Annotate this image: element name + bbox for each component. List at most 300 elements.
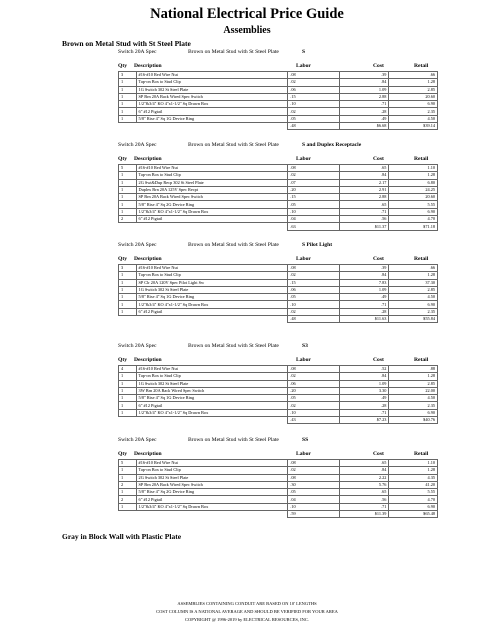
cell-labor: .05 bbox=[288, 489, 340, 496]
header-retail: Retail bbox=[414, 357, 429, 363]
table-row bbox=[119, 179, 438, 186]
cell-description: 1G Switch 302 St Steel Plate bbox=[136, 286, 288, 293]
assembly-variant: S Pilot Light bbox=[302, 242, 333, 248]
cell-retail: 1.28 bbox=[389, 172, 438, 179]
cell-description: 1G Switch 302 St Steel Plate bbox=[136, 380, 288, 387]
cell-cost: .39 bbox=[339, 265, 389, 272]
cell-labor: .06 bbox=[288, 380, 340, 387]
total-labor: .43 bbox=[288, 417, 340, 424]
totals-row bbox=[119, 123, 438, 130]
cell-qty: 3 bbox=[119, 265, 137, 272]
header-retail: Retail bbox=[414, 451, 429, 457]
assembly-spec-line bbox=[118, 140, 438, 151]
footer-line: ASSEMBLIES CONTAINING CONDUIT ARE BASED ON 10' LENGTHS bbox=[177, 601, 317, 606]
cell-labor: .20 bbox=[288, 387, 340, 394]
cell-description: Tap-on Box to Stud Clip bbox=[136, 272, 288, 279]
cell-description: 5/8" Rise 4" Sq 1G Device Ring bbox=[136, 294, 288, 301]
page-subtitle: Assemblies bbox=[223, 25, 271, 36]
cell-qty: 1 bbox=[119, 373, 137, 380]
total-cost: $11.37 bbox=[339, 223, 389, 230]
header-cost: Cost bbox=[373, 357, 384, 363]
cell-cost: .71 bbox=[339, 208, 389, 215]
table-row bbox=[119, 108, 438, 115]
cell-cost: .84 bbox=[339, 272, 389, 279]
cell-qty: 1 bbox=[119, 172, 137, 179]
cell-description: Tap-on Box to Stud Clip bbox=[136, 467, 288, 474]
assembly-spec: Switch 20A Spec bbox=[118, 242, 157, 248]
header-description: Description bbox=[134, 63, 162, 69]
cell-description: 6" #12 Pigtail bbox=[136, 402, 288, 409]
header-cost: Cost bbox=[373, 156, 384, 162]
cell-labor: .15 bbox=[288, 194, 340, 201]
cell-cost: .28 bbox=[339, 108, 389, 115]
cell-cost: .52 bbox=[339, 366, 389, 373]
items-table bbox=[118, 365, 438, 424]
totals-row bbox=[119, 316, 438, 323]
cell-cost: .65 bbox=[339, 489, 389, 496]
cell-cost: .39 bbox=[339, 72, 389, 79]
cell-cost: .65 bbox=[339, 460, 389, 467]
cell-labor: .10 bbox=[288, 503, 340, 510]
cell-description: 1/2"&3/4" KO 4"x1-1/2" Sq Drawn Box bbox=[136, 101, 288, 108]
cell-cost: 1.09 bbox=[339, 380, 389, 387]
cell-cost: .65 bbox=[339, 201, 389, 208]
assembly-variant: SS bbox=[302, 437, 309, 443]
table-row bbox=[119, 387, 438, 394]
cell-description: SP Clr 20A 120V Spec Pilot Light Sw bbox=[136, 279, 288, 286]
header-labor: Labor bbox=[296, 156, 311, 162]
table-header bbox=[118, 450, 438, 459]
cell-cost: 2.17 bbox=[339, 179, 389, 186]
cell-retail: 2.35 bbox=[389, 108, 438, 115]
cell-retail: 6.90 bbox=[389, 409, 438, 416]
cell-description: 5/8" Rise 4" Sq 1G Device Ring bbox=[136, 115, 288, 122]
cell-qty: 3 bbox=[119, 72, 137, 79]
cell-retail: 41.20 bbox=[389, 481, 438, 488]
cell-empty bbox=[119, 417, 137, 424]
cell-retail: 22.00 bbox=[389, 387, 438, 394]
assembly-description: Brown on Metal Stud with St Steel Plate bbox=[188, 142, 279, 148]
table-row bbox=[119, 272, 438, 279]
cell-cost: 2.22 bbox=[339, 474, 389, 481]
header-retail: Retail bbox=[414, 156, 429, 162]
cell-labor: .02 bbox=[288, 272, 340, 279]
cell-cost: .49 bbox=[339, 115, 389, 122]
cell-labor: .15 bbox=[288, 279, 340, 286]
cell-description: 3W Brn 20A Back Wired Spec Switch bbox=[136, 387, 288, 394]
totals-row bbox=[119, 417, 438, 424]
table-row bbox=[119, 373, 438, 380]
cell-empty bbox=[119, 223, 137, 230]
assembly-description: Brown on Metal Stud with St Steel Plate bbox=[188, 242, 279, 248]
cell-labor: .02 bbox=[288, 172, 340, 179]
assembly-spec-line bbox=[118, 47, 438, 58]
cell-description: SP Brn 20A Back Wired Spec Switch bbox=[136, 481, 288, 488]
header-qty: Qty bbox=[118, 451, 128, 457]
cell-qty: 1 bbox=[119, 286, 137, 293]
cell-qty: 1 bbox=[119, 294, 137, 301]
cell-cost: .71 bbox=[339, 301, 389, 308]
table-row bbox=[119, 395, 438, 402]
footer-line: COPYRIGHT @ 1996-2019 by ELECTRICAL RESOURCES, INC. bbox=[185, 617, 309, 622]
table-row bbox=[119, 279, 438, 286]
cell-labor: .02 bbox=[288, 308, 340, 315]
cell-cost: .84 bbox=[339, 172, 389, 179]
cell-retail: 20.60 bbox=[389, 93, 438, 100]
cell-description: 6" #12 Pigtail bbox=[136, 496, 288, 503]
cell-labor: .06 bbox=[288, 86, 340, 93]
header-labor: Labor bbox=[296, 63, 311, 69]
totals-row bbox=[119, 223, 438, 230]
cell-qty: 2 bbox=[119, 216, 137, 223]
total-retail: $39.14 bbox=[389, 123, 438, 130]
cell-retail: 6.90 bbox=[389, 503, 438, 510]
cell-retail: 6.80 bbox=[389, 179, 438, 186]
cell-labor: .04 bbox=[288, 496, 340, 503]
assembly-block bbox=[118, 47, 438, 130]
assembly-spec-line bbox=[118, 341, 438, 352]
cell-cost: .56 bbox=[339, 216, 389, 223]
cell-description: 2G Swt&Dup Recp 302 St Steel Plate bbox=[136, 179, 288, 186]
assembly-spec: Switch 20A Spec bbox=[118, 343, 157, 349]
cell-retail: 1.10 bbox=[389, 165, 438, 172]
cell-qty: 1 bbox=[119, 79, 137, 86]
cell-labor: .05 bbox=[288, 395, 340, 402]
cell-labor: .08 bbox=[288, 265, 340, 272]
cell-empty bbox=[136, 511, 288, 518]
header-cost: Cost bbox=[373, 256, 384, 262]
assembly-spec: Switch 20A Spec bbox=[118, 142, 157, 148]
table-row bbox=[119, 308, 438, 315]
cell-qty: 1 bbox=[119, 395, 137, 402]
assembly-description: Brown on Metal Stud with St Steel Plate bbox=[188, 437, 279, 443]
cell-description: #16-#10 Red Wire Nut bbox=[136, 460, 288, 467]
cell-qty: 4 bbox=[119, 366, 137, 373]
cell-empty bbox=[136, 316, 288, 323]
assembly-spec: Switch 20A Spec bbox=[118, 437, 157, 443]
cell-cost: 3.30 bbox=[339, 387, 389, 394]
cell-retail: 1.28 bbox=[389, 373, 438, 380]
cell-cost: .49 bbox=[339, 395, 389, 402]
cell-qty: 1 bbox=[119, 201, 137, 208]
table-row bbox=[119, 101, 438, 108]
table-row bbox=[119, 286, 438, 293]
cell-description: #16-#10 Red Wire Nut bbox=[136, 165, 288, 172]
cell-qty: 1 bbox=[119, 86, 137, 93]
assembly-variant: S bbox=[302, 49, 306, 55]
header-description: Description bbox=[134, 357, 162, 363]
cell-qty: 1 bbox=[119, 279, 137, 286]
cell-qty: 1 bbox=[119, 503, 137, 510]
cell-retail: 2.85 bbox=[389, 86, 438, 93]
cell-retail: 4.70 bbox=[389, 496, 438, 503]
cell-cost: 1.09 bbox=[339, 286, 389, 293]
table-row bbox=[119, 467, 438, 474]
cell-cost: .84 bbox=[339, 79, 389, 86]
totals-row bbox=[119, 511, 438, 518]
cell-retail: 5.55 bbox=[389, 201, 438, 208]
header-qty: Qty bbox=[118, 256, 128, 262]
cell-retail: 1.10 bbox=[389, 460, 438, 467]
table-row bbox=[119, 194, 438, 201]
cell-cost: .28 bbox=[339, 402, 389, 409]
cell-labor: .05 bbox=[288, 201, 340, 208]
cell-cost: .84 bbox=[339, 373, 389, 380]
cell-qty: 1 bbox=[119, 308, 137, 315]
header-qty: Qty bbox=[118, 156, 128, 162]
table-row bbox=[119, 86, 438, 93]
cell-retail: 1.28 bbox=[389, 467, 438, 474]
cell-empty bbox=[119, 511, 137, 518]
cell-empty bbox=[136, 417, 288, 424]
cell-labor: .02 bbox=[288, 79, 340, 86]
assembly-block bbox=[118, 435, 438, 518]
section-title: Brown on Metal Stud with St Steel Plate bbox=[62, 39, 191, 48]
header-description: Description bbox=[134, 156, 162, 162]
cell-cost: .49 bbox=[339, 294, 389, 301]
table-row bbox=[119, 301, 438, 308]
table-header bbox=[118, 155, 438, 164]
cell-qty: 2 bbox=[119, 496, 137, 503]
cell-cost: 1.09 bbox=[339, 86, 389, 93]
cell-empty bbox=[119, 123, 137, 130]
cell-empty bbox=[136, 223, 288, 230]
table-row bbox=[119, 93, 438, 100]
total-labor: .63 bbox=[288, 223, 340, 230]
assembly-description: Brown on Metal Stud with St Steel Plate bbox=[188, 343, 279, 349]
cell-retail: 2.85 bbox=[389, 286, 438, 293]
cell-description: SP Brn 20A Back Wired Spec Switch bbox=[136, 93, 288, 100]
cell-description: 5/8" Rise 4" Sq 1G Device Ring bbox=[136, 395, 288, 402]
table-row bbox=[119, 265, 438, 272]
cell-retail: 2.85 bbox=[389, 380, 438, 387]
table-row bbox=[119, 460, 438, 467]
table-row bbox=[119, 72, 438, 79]
header-retail: Retail bbox=[414, 256, 429, 262]
cell-retail: 4.50 bbox=[389, 395, 438, 402]
cell-labor: .02 bbox=[288, 402, 340, 409]
table-row bbox=[119, 496, 438, 503]
cell-qty: 1 bbox=[119, 409, 137, 416]
assembly-variant: S and Duplex Receptacle bbox=[302, 142, 362, 148]
cell-cost: .71 bbox=[339, 101, 389, 108]
cell-qty: 1 bbox=[119, 108, 137, 115]
cell-retail: 20.60 bbox=[389, 194, 438, 201]
cell-qty: 1 bbox=[119, 380, 137, 387]
cell-cost: .28 bbox=[339, 308, 389, 315]
assembly-spec-line bbox=[118, 240, 438, 251]
cell-retail: .66 bbox=[389, 72, 438, 79]
cell-qty: 1 bbox=[119, 474, 137, 481]
table-row bbox=[119, 172, 438, 179]
cell-retail: 6.90 bbox=[389, 301, 438, 308]
table-row bbox=[119, 489, 438, 496]
cell-empty bbox=[119, 316, 137, 323]
total-labor: .48 bbox=[288, 316, 340, 323]
cell-description: 1/2"&3/4" KO 4"x1-1/2" Sq Drawn Box bbox=[136, 208, 288, 215]
cell-qty: 5 bbox=[119, 460, 137, 467]
cell-retail: 2.35 bbox=[389, 402, 438, 409]
cell-qty: 1 bbox=[119, 186, 137, 193]
table-row bbox=[119, 79, 438, 86]
page-title: National Electrical Price Guide bbox=[150, 6, 344, 22]
cell-description: 6" #12 Pigtail bbox=[136, 216, 288, 223]
cell-empty bbox=[136, 123, 288, 130]
table-row bbox=[119, 208, 438, 215]
total-cost: $11.63 bbox=[339, 316, 389, 323]
cell-retail: 24.25 bbox=[389, 186, 438, 193]
cell-qty: 1 bbox=[119, 272, 137, 279]
cell-qty: 1 bbox=[119, 467, 137, 474]
header-cost: Cost bbox=[373, 63, 384, 69]
items-table bbox=[118, 71, 438, 130]
cell-qty: 1 bbox=[119, 301, 137, 308]
cell-qty: 1 bbox=[119, 194, 137, 201]
cell-description: Tap-on Box to Stud Clip bbox=[136, 373, 288, 380]
cell-cost: .65 bbox=[339, 165, 389, 172]
items-table bbox=[118, 264, 438, 323]
cell-qty: 1 bbox=[119, 387, 137, 394]
items-table bbox=[118, 459, 438, 518]
assembly-spec-line bbox=[118, 435, 438, 446]
total-labor: .48 bbox=[288, 123, 340, 130]
table-row bbox=[119, 366, 438, 373]
cell-retail: 5.55 bbox=[389, 489, 438, 496]
cell-labor: .30 bbox=[288, 481, 340, 488]
cell-labor: .06 bbox=[288, 286, 340, 293]
table-row bbox=[119, 165, 438, 172]
assembly-variant: S3 bbox=[302, 343, 308, 349]
cell-description: #16-#10 Red Wire Nut bbox=[136, 366, 288, 373]
assembly-block bbox=[118, 140, 438, 231]
cell-description: 2G Switch 302 St Steel Plate bbox=[136, 474, 288, 481]
cell-description: 1/2"&3/4" KO 4"x1-1/2" Sq Drawn Box bbox=[136, 301, 288, 308]
table-row bbox=[119, 481, 438, 488]
table-row bbox=[119, 186, 438, 193]
cell-labor: .07 bbox=[288, 179, 340, 186]
table-row bbox=[119, 115, 438, 122]
header-labor: Labor bbox=[296, 451, 311, 457]
cell-labor: .05 bbox=[288, 115, 340, 122]
header-qty: Qty bbox=[118, 63, 128, 69]
cell-labor: .20 bbox=[288, 186, 340, 193]
cell-qty: 2 bbox=[119, 481, 137, 488]
cell-retail: 1.28 bbox=[389, 272, 438, 279]
table-row bbox=[119, 216, 438, 223]
total-cost: $11.39 bbox=[339, 511, 389, 518]
cell-labor: .08 bbox=[288, 165, 340, 172]
cell-qty: 1 bbox=[119, 208, 137, 215]
cell-retail: 6.90 bbox=[389, 101, 438, 108]
table-row bbox=[119, 474, 438, 481]
table-header bbox=[118, 62, 438, 71]
total-labor: .59 bbox=[288, 511, 340, 518]
total-retail: $65.48 bbox=[389, 511, 438, 518]
cell-cost: .84 bbox=[339, 467, 389, 474]
cell-labor: .08 bbox=[288, 72, 340, 79]
table-row bbox=[119, 402, 438, 409]
cell-retail: 37.30 bbox=[389, 279, 438, 286]
cell-description: #16-#10 Red Wire Nut bbox=[136, 265, 288, 272]
cell-description: 1G Switch 302 St Steel Plate bbox=[136, 86, 288, 93]
cell-qty: 1 bbox=[119, 93, 137, 100]
cell-description: 1/2"&3/4" KO 4"x1-1/2" Sq Drawn Box bbox=[136, 409, 288, 416]
cell-retail: .66 bbox=[389, 265, 438, 272]
cell-retail: 1.28 bbox=[389, 79, 438, 86]
cell-cost: 2.88 bbox=[339, 93, 389, 100]
cell-qty: 5 bbox=[119, 165, 137, 172]
header-cost: Cost bbox=[373, 451, 384, 457]
cell-description: #16-#10 Red Wire Nut bbox=[136, 72, 288, 79]
total-retail: $40.76 bbox=[389, 417, 438, 424]
cell-cost: 2.88 bbox=[339, 194, 389, 201]
cell-retail: 4.50 bbox=[389, 294, 438, 301]
cell-labor: .02 bbox=[288, 373, 340, 380]
total-retail: $71.18 bbox=[389, 223, 438, 230]
cell-cost: .56 bbox=[339, 496, 389, 503]
cell-cost: .71 bbox=[339, 409, 389, 416]
total-retail: $55.84 bbox=[389, 316, 438, 323]
assembly-block bbox=[118, 341, 438, 424]
cell-qty: 1 bbox=[119, 101, 137, 108]
header-description: Description bbox=[134, 256, 162, 262]
table-header bbox=[118, 356, 438, 365]
cell-cost: 7.83 bbox=[339, 279, 389, 286]
cell-description: Tap-on Box to Stud Clip bbox=[136, 79, 288, 86]
table-row bbox=[119, 503, 438, 510]
cell-labor: .10 bbox=[288, 301, 340, 308]
cell-description: 5/8" Rise 4" Sq 2G Device Ring bbox=[136, 489, 288, 496]
table-row bbox=[119, 409, 438, 416]
cell-description: 1/2"&3/4" KO 4"x1-1/2" Sq Drawn Box bbox=[136, 503, 288, 510]
cell-labor: .04 bbox=[288, 216, 340, 223]
cell-labor: .15 bbox=[288, 93, 340, 100]
cell-qty: 1 bbox=[119, 489, 137, 496]
cell-description: Tap-on Box to Stud Clip bbox=[136, 172, 288, 179]
assembly-block bbox=[118, 240, 438, 323]
cell-description: 6" #12 Pigtail bbox=[136, 308, 288, 315]
cell-description: SP Brn 20A Back Wired Spec Switch bbox=[136, 194, 288, 201]
cell-retail: 4.35 bbox=[389, 474, 438, 481]
cell-retail: 4.50 bbox=[389, 115, 438, 122]
header-description: Description bbox=[134, 451, 162, 457]
cell-labor: .08 bbox=[288, 366, 340, 373]
cell-description: 5/8" Rise 4" Sq 2G Device Ring bbox=[136, 201, 288, 208]
total-cost: $7.23 bbox=[339, 417, 389, 424]
cell-qty: 1 bbox=[119, 402, 137, 409]
cell-cost: 2.91 bbox=[339, 186, 389, 193]
total-cost: $6.68 bbox=[339, 123, 389, 130]
header-labor: Labor bbox=[296, 256, 311, 262]
table-header bbox=[118, 255, 438, 264]
items-table bbox=[118, 164, 438, 231]
cell-cost: .71 bbox=[339, 503, 389, 510]
cell-labor: .02 bbox=[288, 108, 340, 115]
cell-cost: 5.76 bbox=[339, 481, 389, 488]
cell-labor: .08 bbox=[288, 474, 340, 481]
table-row bbox=[119, 294, 438, 301]
cell-description: Duplex Brn 20A 125V Spec Recpt bbox=[136, 186, 288, 193]
header-labor: Labor bbox=[296, 357, 311, 363]
cell-labor: .10 bbox=[288, 208, 340, 215]
cell-labor: .05 bbox=[288, 294, 340, 301]
cell-labor: .10 bbox=[288, 101, 340, 108]
assembly-description: Brown on Metal Stud with St Steel Plate bbox=[188, 49, 279, 55]
cell-labor: .02 bbox=[288, 467, 340, 474]
cell-labor: .10 bbox=[288, 409, 340, 416]
assembly-spec: Switch 20A Spec bbox=[118, 49, 157, 55]
section-title: Gray in Block Wall with Plastic Plate bbox=[62, 532, 182, 541]
